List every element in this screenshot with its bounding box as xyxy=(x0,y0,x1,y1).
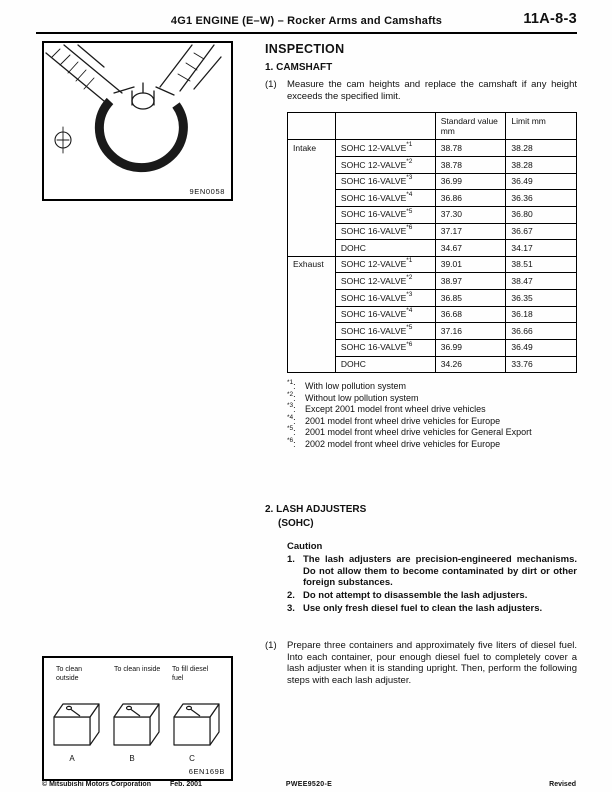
subsection-heading-camshaft: 1. CAMSHAFT xyxy=(265,62,333,73)
footer-date: Feb. 2001 xyxy=(170,781,202,788)
footnote-mark: $^{*3}$: xyxy=(287,402,296,415)
standard-value-cell: 34.67 xyxy=(435,240,506,257)
figure-cleaning-containers xyxy=(42,656,233,781)
limit-value-cell: 36.35 xyxy=(506,290,577,307)
container-label: A xyxy=(69,754,75,763)
page-number: 11A-8-3 xyxy=(523,11,577,27)
limit-value-cell: 38.28 xyxy=(506,157,577,174)
section-heading-inspection: INSPECTION xyxy=(265,42,345,56)
valve-type-cell: SOHC 16-VALVE$^{*3}$ xyxy=(335,173,435,190)
page-footer xyxy=(42,781,576,792)
figure-code: 6EN169B xyxy=(188,767,225,776)
limit-value-cell: 36.49 xyxy=(506,339,577,356)
blank-header-cell xyxy=(288,113,336,140)
footer-revision-status: Revised xyxy=(549,781,576,788)
footnote-text: 2001 model front wheel drive vehicles for Europe xyxy=(305,415,501,426)
table-row xyxy=(288,256,577,273)
footnote xyxy=(287,404,545,416)
standard-value-cell: 37.17 xyxy=(435,223,506,240)
standard-value-header: Standard value mm xyxy=(435,113,506,140)
standard-value-cell: 34.26 xyxy=(435,356,506,373)
step-text: Prepare three containers and approximately five liters of diesel fuel. Into each container, pour enough diesel fuel to completely cover a lash adjuster when it is standing upright. Then, perform the following steps with each lash adjuster. xyxy=(287,640,577,686)
limit-value-cell: 38.28 xyxy=(506,140,577,157)
limit-value-cell: 36.66 xyxy=(506,323,577,340)
container-label: C xyxy=(189,754,195,763)
valve-type-cell: SOHC 16-VALVE$^{*6}$ xyxy=(335,339,435,356)
valve-type-cell: SOHC 12-VALVE$^{*2}$ xyxy=(335,157,435,174)
container-caption: To fill diesel fuel xyxy=(172,666,209,682)
caution-number: 3. xyxy=(287,602,295,614)
row-group-label: Exhaust xyxy=(288,256,336,372)
footnote-mark: $^{*1}$: xyxy=(287,379,296,392)
caution-number: 1. xyxy=(287,554,295,566)
standard-value-cell: 38.97 xyxy=(435,273,506,290)
footnote xyxy=(287,427,545,439)
limit-value-cell: 33.76 xyxy=(506,356,577,373)
footnote-text: 2002 model front wheel drive vehicles for Europe xyxy=(305,438,501,449)
valve-type-cell: SOHC 16-VALVE$^{*5}$ xyxy=(335,206,435,223)
cam-table-body xyxy=(288,140,577,373)
standard-value-cell: 36.85 xyxy=(435,290,506,307)
footnote-mark: $^{*5}$: xyxy=(287,425,296,438)
caution-item xyxy=(287,590,577,602)
standard-value-cell: 37.16 xyxy=(435,323,506,340)
standard-value-cell: 38.78 xyxy=(435,140,506,157)
limit-value-cell: 36.80 xyxy=(506,206,577,223)
camshaft-measurement-illustration xyxy=(44,43,231,199)
table-header-row xyxy=(288,113,577,140)
standard-value-cell: 36.99 xyxy=(435,339,506,356)
valve-type-cell: SOHC 12-VALVE$^{*1}$ xyxy=(335,140,435,157)
caution-text: The lash adjusters are precision-engineered mechanisms. Do not allow them to become contaminated by dirt or other foreign substances. xyxy=(303,554,577,589)
standard-value-cell: 36.99 xyxy=(435,173,506,190)
footnote-text: Without low pollution system xyxy=(305,392,419,403)
content-column xyxy=(265,42,577,686)
footnote-text: Except 2001 model front wheel drive vehicles xyxy=(305,404,486,415)
standard-value-cell: 36.68 xyxy=(435,306,506,323)
footer-copyright: © Mitsubishi Motors Corporation xyxy=(42,781,151,788)
footnote-text: 2001 model front wheel drive vehicles for General Export xyxy=(305,427,532,438)
caution-number: 2. xyxy=(287,589,295,601)
footnote-mark: $^{*4}$: xyxy=(287,413,296,426)
footnote xyxy=(287,413,545,428)
standard-value-cell: 38.78 xyxy=(435,157,506,174)
footnote xyxy=(287,390,545,405)
valve-type-cell: SOHC 16-VALVE$^{*4}$ xyxy=(335,306,435,323)
subsection-heading-lash-adjusters: 2. LASH ADJUSTERS xyxy=(265,504,367,516)
standard-value-cell: 36.86 xyxy=(435,190,506,207)
standard-value-cell: 37.30 xyxy=(435,206,506,223)
caution-heading: Caution xyxy=(287,541,323,553)
step-number: (1) xyxy=(265,640,277,652)
valve-type-cell: SOHC 16-VALVE$^{*4}$ xyxy=(335,190,435,207)
limit-value-cell: 36.67 xyxy=(506,223,577,240)
limit-value-cell: 34.17 xyxy=(506,240,577,257)
micrometer-line-art xyxy=(46,45,221,168)
step-text: Measure the cam heights and replace the camshaft if any height exceeds the specified limit. xyxy=(287,79,577,102)
valve-type-cell: SOHC 12-VALVE$^{*2}$ xyxy=(335,273,435,290)
lash-step-1 xyxy=(265,640,577,686)
footnotes xyxy=(287,381,545,450)
figure-code: 9EN0058 xyxy=(189,187,225,196)
limit-header: Limit mm xyxy=(506,113,577,140)
footnote xyxy=(287,436,545,451)
footnote xyxy=(287,381,545,393)
cam-height-spec-table xyxy=(287,112,577,373)
limit-value-cell: 36.49 xyxy=(506,173,577,190)
footnote-mark: $^{*2}$: xyxy=(287,390,296,403)
valve-type-cell: SOHC 16-VALVE$^{*3}$ xyxy=(335,290,435,307)
limit-value-cell: 38.51 xyxy=(506,256,577,273)
camshaft-step-1 xyxy=(265,79,577,102)
caution-item xyxy=(287,554,577,589)
container-caption: To clean outside xyxy=(56,666,83,682)
caution-list xyxy=(287,554,577,614)
page-title: 4G1 ENGINE (E–W) – Rocker Arms and Camshafts xyxy=(170,15,443,27)
container-label: B xyxy=(129,754,135,763)
limit-value-cell: 36.18 xyxy=(506,306,577,323)
valve-type-cell: DOHC xyxy=(335,240,435,257)
limit-value-cell: 38.47 xyxy=(506,273,577,290)
standard-value-cell: 39.01 xyxy=(435,256,506,273)
table-row xyxy=(288,140,577,157)
blank-header-cell xyxy=(335,113,435,140)
container-line-art xyxy=(54,704,219,745)
footer-doc-code: PWEE9520-E xyxy=(285,781,333,788)
row-group-label: Intake xyxy=(288,140,336,256)
caution-text: Use only fresh diesel fuel to clean the lash adjusters. xyxy=(303,602,543,614)
page-header xyxy=(36,10,577,34)
footnote-mark: $^{*6}$: xyxy=(287,436,296,449)
caution-item xyxy=(287,603,577,615)
container-caption: To clean inside xyxy=(114,666,161,673)
valve-type-cell: SOHC 16-VALVE$^{*6}$ xyxy=(335,223,435,240)
footnote-text: With low pollution system xyxy=(305,381,407,392)
lash-subheading-sohc: (SOHC) xyxy=(278,518,314,530)
valve-type-cell: SOHC 12-VALVE$^{*1}$ xyxy=(335,256,435,273)
caution-text: Do not attempt to disassemble the lash adjusters. xyxy=(303,589,528,601)
valve-type-cell: SOHC 16-VALVE$^{*5}$ xyxy=(335,323,435,340)
figure-camshaft-measurement xyxy=(42,41,233,201)
step-number: (1) xyxy=(265,79,277,90)
limit-value-cell: 36.36 xyxy=(506,190,577,207)
valve-type-cell: DOHC xyxy=(335,356,435,373)
